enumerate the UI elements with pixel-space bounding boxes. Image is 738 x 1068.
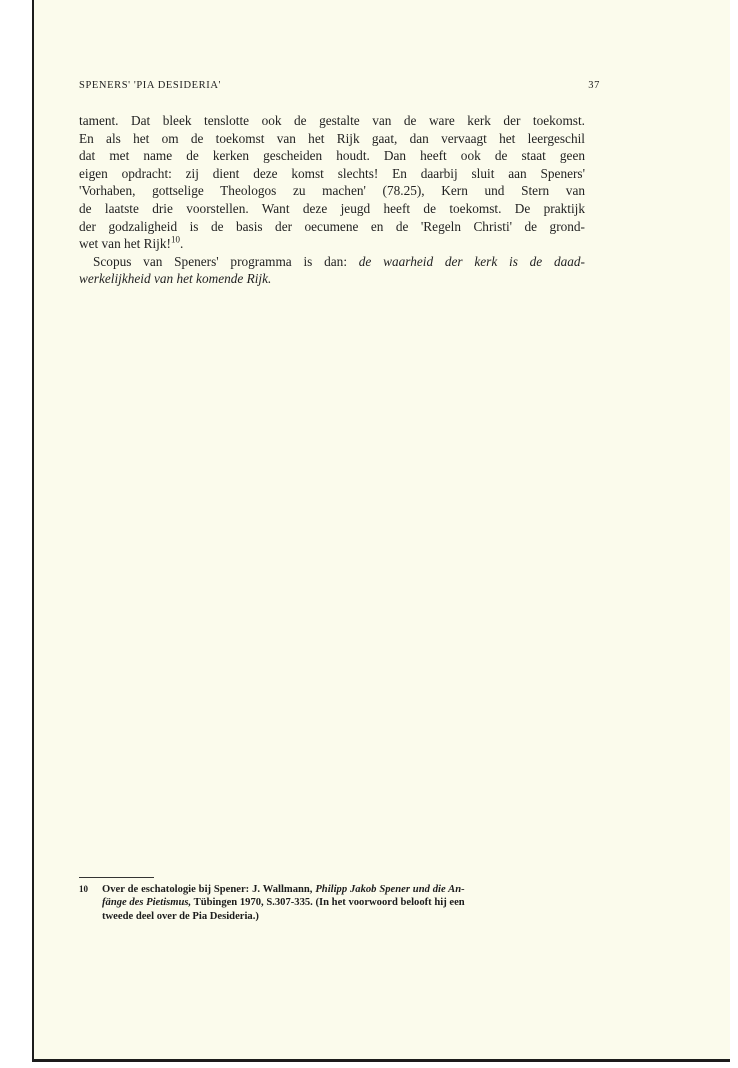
text-line: 'Vorhaben, gottselige Theologos zu machen' (78.25), Kern und Stern van — [79, 183, 585, 199]
text-line: de laatste drie voorstellen. Want deze jeugd heeft de toekomst. De praktijk — [79, 200, 585, 216]
text-line — [79, 253, 585, 271]
text-fragment: wet van het Rijk! — [79, 236, 171, 252]
emphasis-text: werkelijkheid van het komende Rijk. — [79, 271, 272, 287]
footnote-reference[interactable]: 10 — [170, 234, 180, 245]
text-fragment: Scopus van Speners' programma is dan: — [93, 253, 359, 269]
text-line: En als het om de toekomst van het Rijk gaat, dan vervaagt het leergeschil — [79, 130, 585, 146]
text-line — [102, 883, 465, 896]
footnote-rule — [79, 877, 154, 878]
text-fragment: Tübingen 1970, S.307-335. (In het voorwoord belooft hij een — [191, 897, 465, 909]
text-line: dat met name de kerken gescheiden houdt. Dan heeft ook de staat geen — [79, 148, 585, 164]
book-page — [32, 0, 730, 1062]
text-line: eigen opdracht: zij dient deze komst slechts! En daarbij sluit aan Speners' — [79, 165, 585, 181]
running-head — [79, 80, 600, 91]
text-line — [102, 896, 465, 909]
emphasis-text: fänge des Pietismus, — [102, 897, 192, 909]
body-text — [79, 112, 585, 288]
emphasis-text: Philipp Jakob Spener und die An- — [315, 884, 465, 895]
footnote-number: 10 — [79, 884, 88, 894]
footnote — [79, 883, 585, 923]
emphasis-text: de waarheid der kerk is de daad- — [358, 253, 585, 269]
text-line — [79, 235, 585, 253]
footnote-text — [102, 883, 465, 923]
text-line — [79, 270, 585, 288]
text-fragment: Over de eschatologie bij Spener: J. Wallmann, — [102, 884, 316, 895]
running-title: SPENERS' 'PIA DESIDERIA' — [79, 80, 222, 91]
page-number: 37 — [588, 80, 600, 91]
text-line: tament. Dat bleek tenslotte ook de gestalte van de ware kerk der toekomst. — [79, 113, 585, 128]
text-line: tweede deel over de Pia Desideria.) — [102, 910, 259, 922]
text-line: der godzaligheid is de basis der oecumene en de 'Regeln Christi' de grond- — [79, 218, 585, 234]
text-fragment: . — [179, 236, 184, 252]
